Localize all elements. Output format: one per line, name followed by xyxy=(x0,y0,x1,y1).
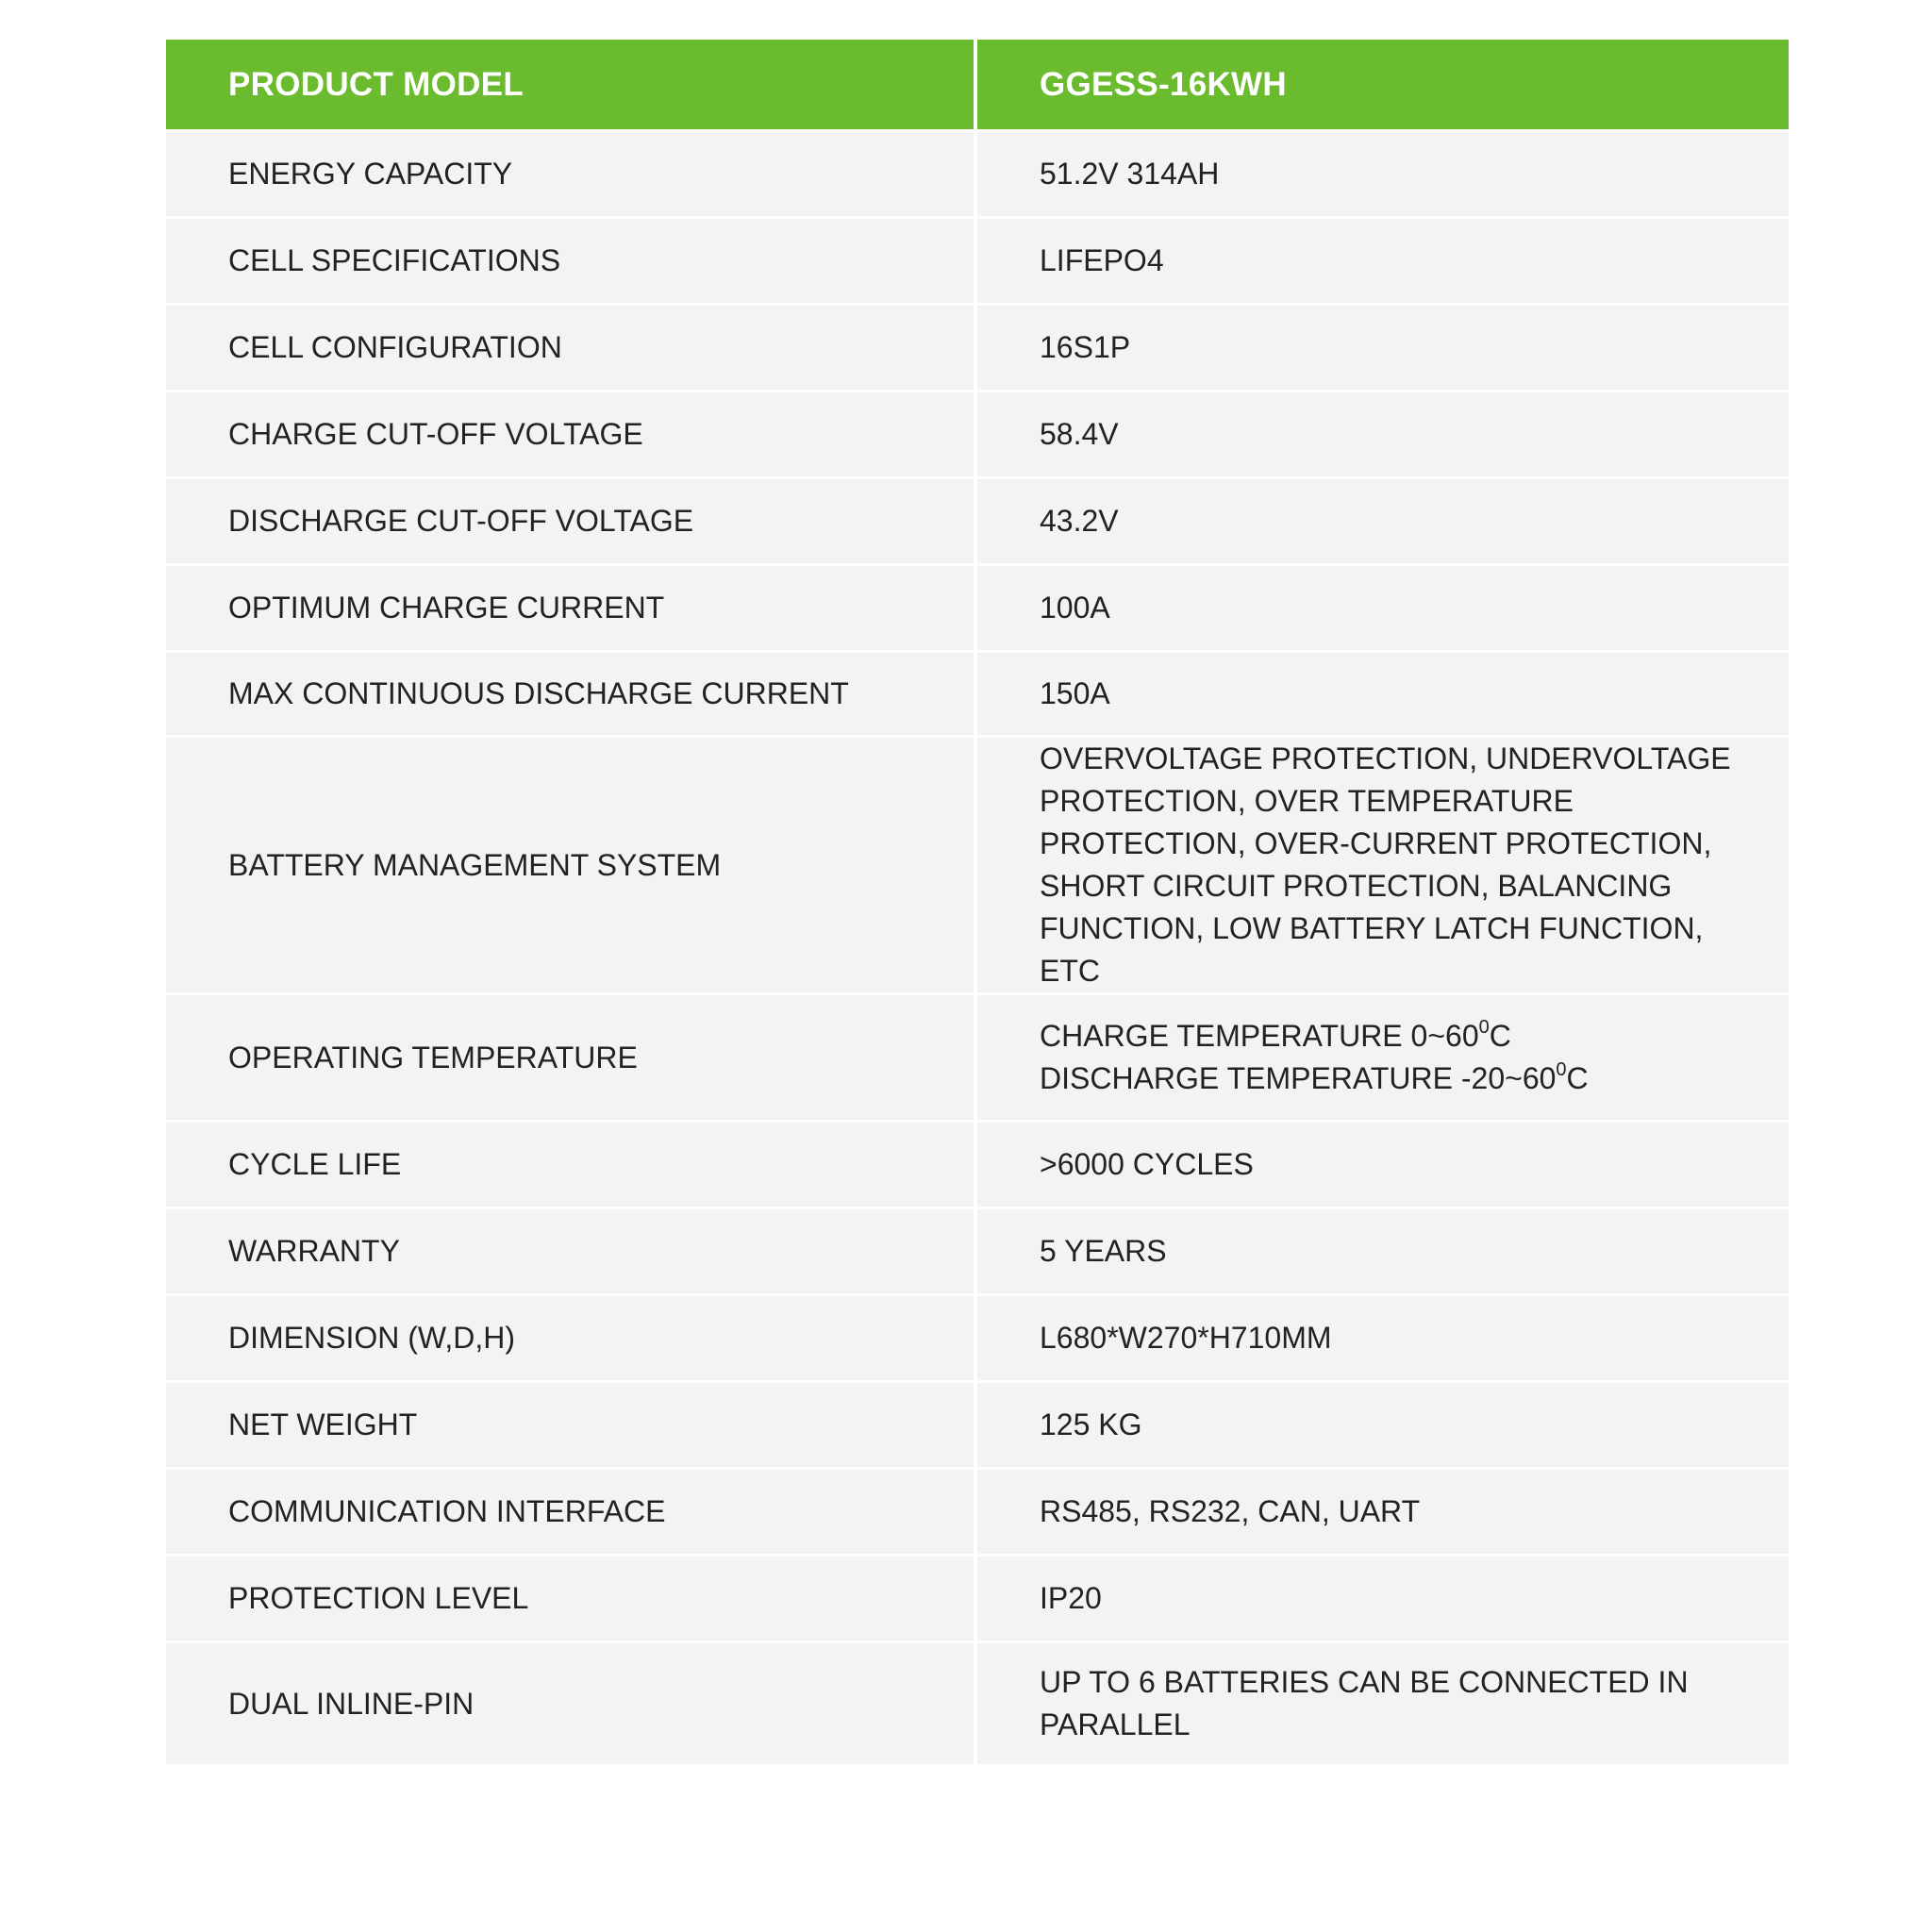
table-row xyxy=(166,1382,1789,1469)
spec-label: DIMENSION (W,D,H) xyxy=(166,1295,975,1382)
table-row xyxy=(166,1642,1789,1765)
table-row xyxy=(166,737,1789,994)
spec-label: BATTERY MANAGEMENT SYSTEM xyxy=(166,737,975,994)
spec-label: DISCHARGE CUT-OFF VOLTAGE xyxy=(166,478,975,565)
header-label: PRODUCT MODEL xyxy=(166,40,975,131)
spec-value: 5 YEARS xyxy=(975,1208,1789,1295)
table-row xyxy=(166,131,1789,218)
spec-label: OPTIMUM CHARGE CURRENT xyxy=(166,565,975,652)
spec-value: UP TO 6 BATTERIES CAN BE CONNECTED IN PARALLEL xyxy=(975,1642,1789,1765)
table-row xyxy=(166,391,1789,478)
table-header-row xyxy=(166,40,1789,131)
temperature-unit: C xyxy=(1566,1061,1589,1095)
spec-label: CELL SPECIFICATIONS xyxy=(166,218,975,305)
discharge-temperature-text: DISCHARGE TEMPERATURE -20~60 xyxy=(1040,1061,1557,1095)
spec-label: CELL CONFIGURATION xyxy=(166,305,975,391)
spec-value: 16S1P xyxy=(975,305,1789,391)
spec-label: CYCLE LIFE xyxy=(166,1122,975,1208)
spec-value: 150A xyxy=(975,652,1789,737)
spec-label: ENERGY CAPACITY xyxy=(166,131,975,218)
table-row xyxy=(166,1208,1789,1295)
table-row xyxy=(166,478,1789,565)
spec-label: OPERATING TEMPERATURE xyxy=(166,994,975,1122)
spec-value: OVERVOLTAGE PROTECTION, UNDERVOLTAGE PROTECTION, OVER TEMPERATURE PROTECTION, OVER-CURRENT PROTECTION, SHORT CIRCUIT PROTECTION, BALANCING FUNCTION, LOW BATTERY LATCH FUNCTION, ETC xyxy=(975,737,1789,994)
spec-value: 58.4V xyxy=(975,391,1789,478)
spec-value: LIFEPO4 xyxy=(975,218,1789,305)
spec-table xyxy=(166,40,1789,1764)
degree-superscript: 0 xyxy=(1478,1017,1490,1038)
header-model-value: GGESS-16KWH xyxy=(975,40,1789,131)
table-row xyxy=(166,994,1789,1122)
table-row xyxy=(166,305,1789,391)
spec-value: 100A xyxy=(975,565,1789,652)
spec-value: 51.2V 314AH xyxy=(975,131,1789,218)
charge-temperature-text: CHARGE TEMPERATURE 0~60 xyxy=(1040,1019,1479,1053)
spec-label: CHARGE CUT-OFF VOLTAGE xyxy=(166,391,975,478)
spec-label: WARRANTY xyxy=(166,1208,975,1295)
spec-label: NET WEIGHT xyxy=(166,1382,975,1469)
spec-value xyxy=(975,994,1789,1122)
table-row xyxy=(166,1556,1789,1642)
spec-value: 125 KG xyxy=(975,1382,1789,1469)
table-row xyxy=(166,1469,1789,1556)
table-row xyxy=(166,1122,1789,1208)
discharge-temperature-line xyxy=(1040,1058,1760,1100)
temperature-unit: C xyxy=(1489,1019,1511,1053)
spec-value: L680*W270*H710MM xyxy=(975,1295,1789,1382)
table-row xyxy=(166,1295,1789,1382)
spec-value: IP20 xyxy=(975,1556,1789,1642)
spec-label: COMMUNICATION INTERFACE xyxy=(166,1469,975,1556)
table-row xyxy=(166,652,1789,737)
spec-value: >6000 CYCLES xyxy=(975,1122,1789,1208)
spec-label: DUAL INLINE-PIN xyxy=(166,1642,975,1765)
charge-temperature-line xyxy=(1040,1015,1760,1058)
spec-value: RS485, RS232, CAN, UART xyxy=(975,1469,1789,1556)
spec-value: 43.2V xyxy=(975,478,1789,565)
spec-label: MAX CONTINUOUS DISCHARGE CURRENT xyxy=(166,652,975,737)
table-row xyxy=(166,218,1789,305)
degree-superscript: 0 xyxy=(1556,1059,1567,1080)
spec-label: PROTECTION LEVEL xyxy=(166,1556,975,1642)
table-row xyxy=(166,565,1789,652)
